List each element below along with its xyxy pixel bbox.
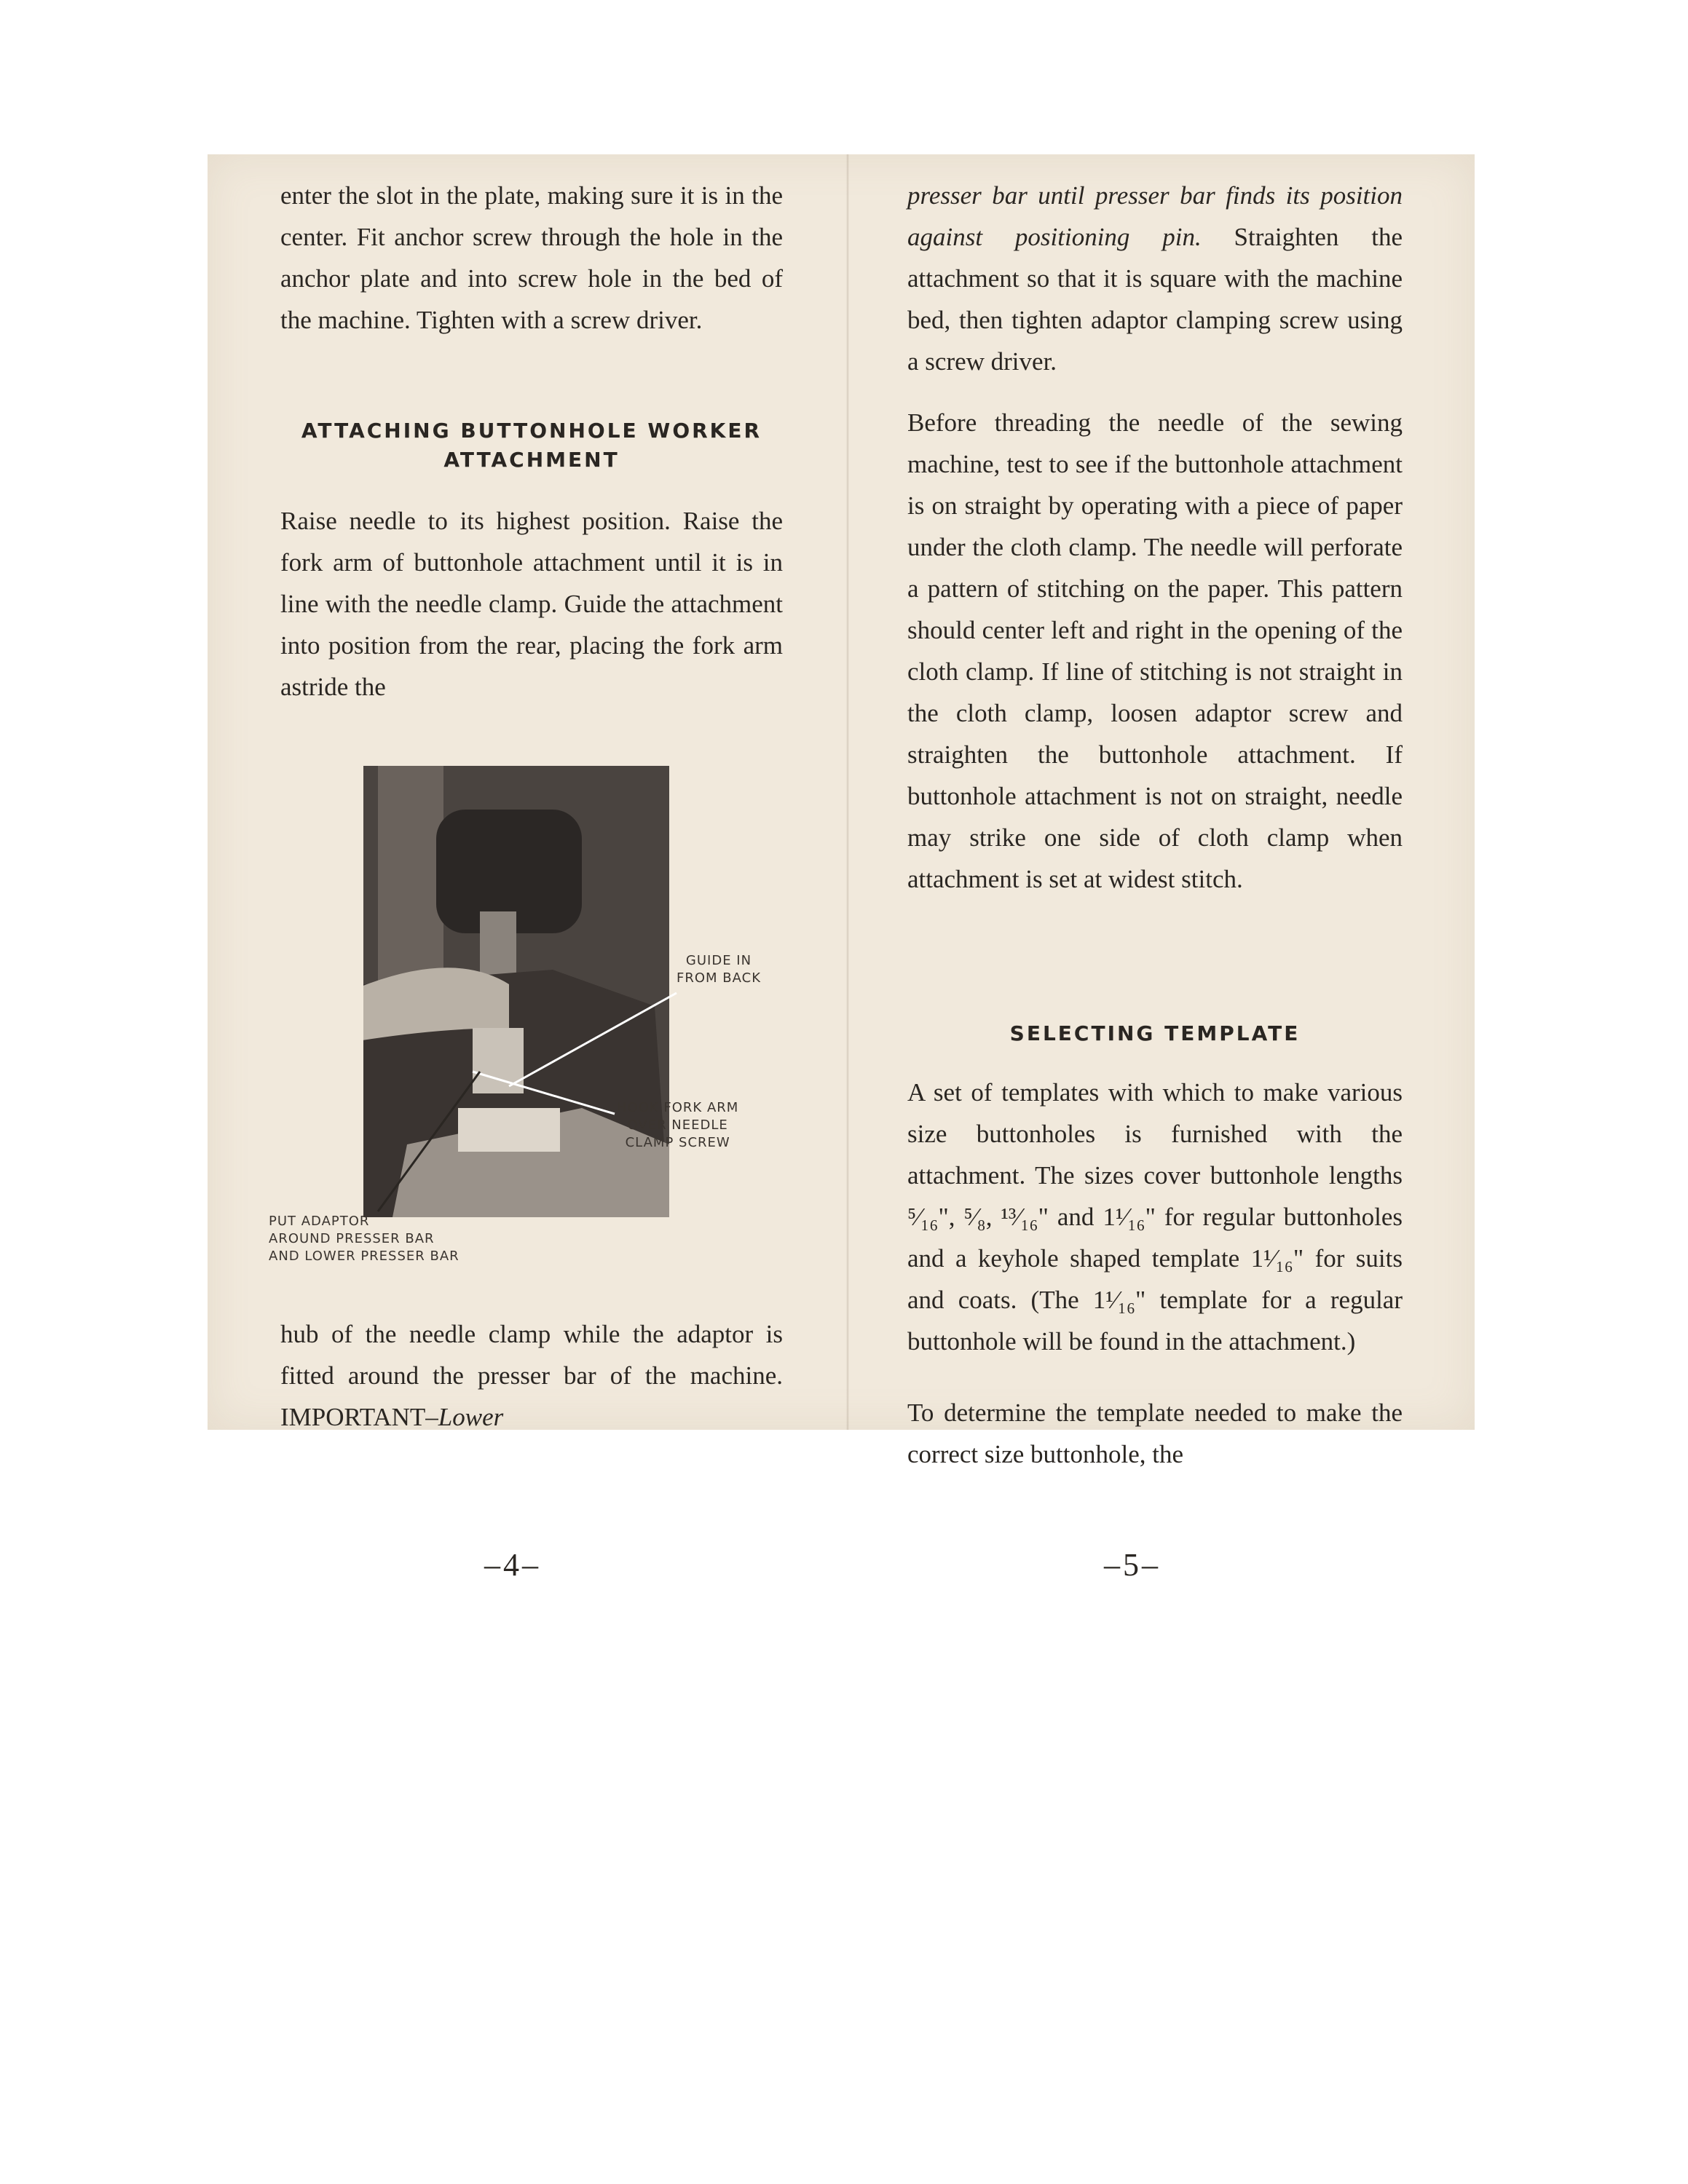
callout-adaptor-line-3: AND LOWER PRESSER BAR bbox=[269, 1249, 460, 1264]
right-paragraph-1-text: Straighten the attachment so that it is square with the machine bed, then tighten adaptor clamping screw using a screw driver. bbox=[907, 223, 1403, 376]
attachment-illustration bbox=[269, 766, 793, 1275]
heading-line-1: ATTACHING BUTTONHOLE WORKER bbox=[301, 419, 762, 443]
right-section-heading: SELECTING TEMPLATE bbox=[1009, 1021, 1301, 1045]
right-page bbox=[849, 154, 1475, 1583]
callout-guide-line-2: FROM BACK bbox=[677, 970, 761, 986]
callout-adaptor-line-2: AROUND PRESSER BAR bbox=[269, 1231, 435, 1246]
left-paragraph-3-italic: Lower bbox=[438, 1403, 504, 1431]
right-paragraph-1-italic: presser bar until presser bar finds its position against positioning pin. bbox=[907, 181, 1403, 251]
left-page bbox=[208, 154, 846, 1583]
right-paragraph-2: Before threading the needle of the sewing machine, test to see if the buttonhole attachment is on straight by operating with a piece of paper under the cloth clamp. The needle will perforate a pattern of stitching on the paper. This pattern should center left and right in the opening of the cloth clamp. If line of stitching is not straight in the cloth clamp, loosen adaptor screw and straighten the buttonhole attachment. If buttonhole attachment is not on straight, needle may strike one side of cloth clamp when attachment is set at widest stitch. bbox=[907, 408, 1403, 893]
left-paragraph-3 bbox=[280, 1313, 783, 1438]
callout-put-adaptor bbox=[269, 1213, 460, 1265]
page-number-right: –5– bbox=[1104, 1547, 1161, 1583]
right-paragraph-3: A set of templates with which to make various size buttonholes is furnished with the attachment. The sizes cover buttonhole lengths ⁵⁄₁₆", ⁵⁄₈, ¹³⁄₁₆" and 1¹⁄₁₆" for regular buttonholes and a keyhole shaped template 1¹⁄₁₆" for suits and coats. (The 1¹⁄₁₆" template for a regular buttonhole will be found in the attachment.) bbox=[907, 1078, 1403, 1356]
callout-hook-line-2: OVER NEEDLE bbox=[627, 1117, 728, 1133]
page-number-left: –4– bbox=[484, 1547, 541, 1583]
left-paragraph-1: enter the slot in the plate, making sure it is in the center. Fit anchor screw through the hole in the anchor plate and into screw hole in the bed of the machine. Tighten with a screw driver. bbox=[280, 181, 783, 334]
heading-line-2: ATTACHMENT bbox=[443, 448, 620, 472]
callout-adaptor-line-1: PUT ADAPTOR bbox=[269, 1214, 370, 1229]
callout-guide-line-1: GUIDE IN bbox=[685, 953, 752, 968]
left-section-heading bbox=[280, 416, 783, 475]
left-paragraph-3-text: hub of the needle clamp while the adaptor is fitted around the presser bar of the machine. IMPORTANT– bbox=[280, 1320, 783, 1431]
right-paragraph-1 bbox=[907, 175, 1403, 382]
callout-hook-line-3: CLAMP SCREW bbox=[625, 1135, 730, 1150]
scanned-booklet-spread bbox=[208, 154, 1475, 1583]
callout-hook-line-1: HOOK FORK ARM bbox=[617, 1100, 739, 1115]
callout-guide-in bbox=[677, 952, 761, 987]
callout-hook-fork-arm bbox=[617, 1099, 738, 1152]
left-paragraph-2: Raise needle to its highest position. Raise the fork arm of buttonhole attachment until it is in line with the needle clamp. Guide the attachment into position from the rear, placing the fork arm astride the bbox=[280, 507, 783, 701]
right-paragraph-4: To determine the template needed to make the correct size buttonhole, the bbox=[907, 1398, 1403, 1468]
